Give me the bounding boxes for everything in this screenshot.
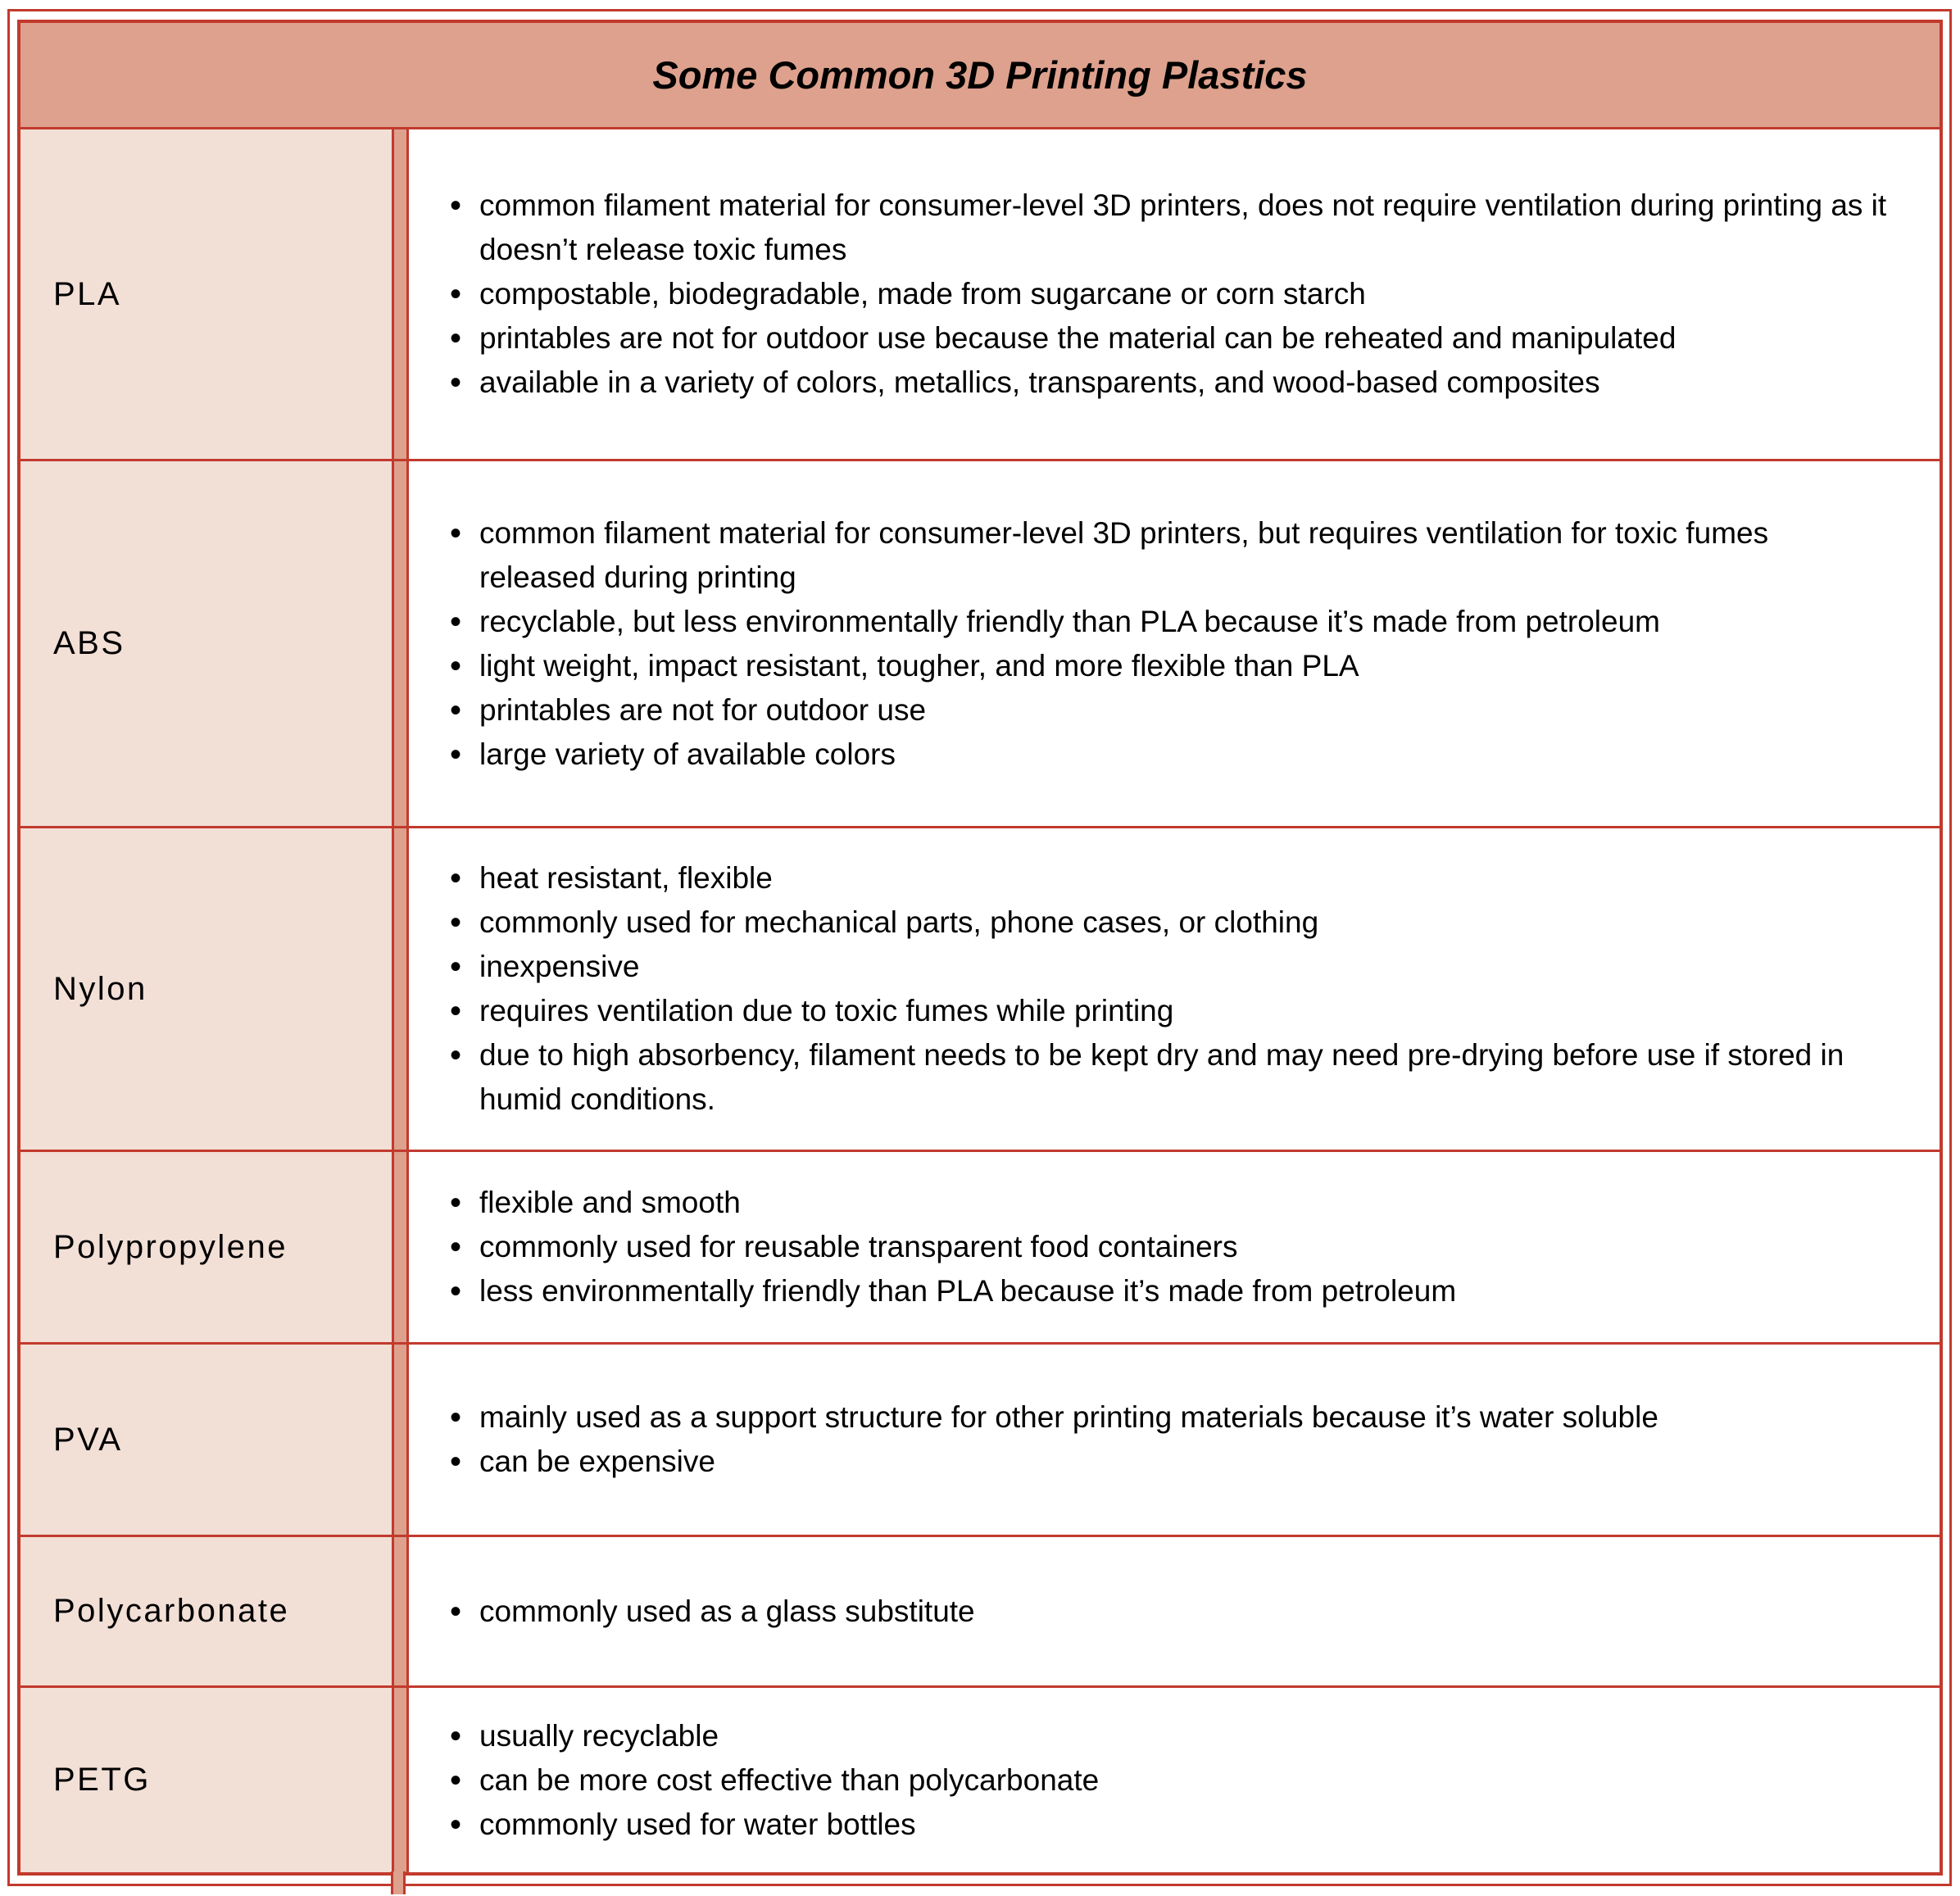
material-name: Polypropylene	[53, 1228, 288, 1265]
column-divider-tail	[391, 1871, 406, 1894]
bullet-item: • available in a variety of colors, metallics, transparents, and wood-based composites	[450, 361, 1890, 405]
bullet-item: • light weight, impact resistant, tougher, and more flexible than PLA	[450, 644, 1890, 688]
material-name-cell	[20, 1537, 394, 1685]
bullet-item: • can be expensive	[450, 1440, 1890, 1484]
material-name: Nylon	[53, 970, 147, 1007]
material-properties-cell	[409, 1152, 1940, 1342]
bullet-item: • common filament material for consumer-level 3D printers, but requires ventilation for toxic fumes released during printing	[450, 511, 1890, 600]
bullet-list	[450, 1395, 1890, 1484]
material-name-cell	[20, 1152, 394, 1342]
table-title-row	[20, 23, 1940, 127]
table-row-polycarbonate	[20, 1535, 1940, 1685]
bullet-item: • large variety of available colors	[450, 733, 1890, 777]
bullet-item: • commonly used for reusable transparent food containers	[450, 1225, 1890, 1269]
material-name-cell	[20, 1345, 394, 1535]
table-row-nylon	[20, 826, 1940, 1150]
bullet-item: • printables are not for outdoor use	[450, 688, 1890, 733]
bullet-item: • less environmentally friendly than PLA because it’s made from petroleum	[450, 1269, 1890, 1313]
bullet-list	[450, 511, 1890, 777]
bullet-item: • heat resistant, flexible	[450, 856, 1890, 900]
bullet-item: • commonly used as a glass substitute	[450, 1590, 1890, 1634]
bullet-item: • can be more cost effective than polycarbonate	[450, 1758, 1890, 1803]
bullet-list	[450, 1181, 1890, 1313]
table-row-pva	[20, 1342, 1940, 1535]
material-name: PETG	[53, 1762, 151, 1798]
material-name-cell	[20, 828, 394, 1150]
material-properties-cell	[409, 461, 1940, 826]
bullet-item: • flexible and smooth	[450, 1181, 1890, 1225]
bullet-item: • requires ventilation due to toxic fumes while printing	[450, 989, 1890, 1033]
table-title: Some Common 3D Printing Plastics	[652, 53, 1308, 97]
column-divider	[394, 1537, 409, 1685]
bullet-item: • due to high absorbency, filament needs to be kept dry and may need pre-drying before use if stored in humid conditions.	[450, 1033, 1890, 1122]
column-divider	[394, 1688, 409, 1872]
bullet-item: • commonly used for mechanical parts, phone cases, or clothing	[450, 900, 1890, 945]
bullet-list	[450, 184, 1890, 405]
material-properties-cell	[409, 129, 1940, 459]
plastics-table	[17, 20, 1943, 1876]
bullet-list	[450, 1590, 1890, 1634]
bullet-item: • printables are not for outdoor use because the material can be reheated and manipulated	[450, 316, 1890, 361]
material-name: Polycarbonate	[53, 1593, 290, 1629]
column-divider	[394, 1152, 409, 1342]
material-properties-cell	[409, 1537, 1940, 1685]
table-row-pla	[20, 127, 1940, 459]
material-properties-cell	[409, 828, 1940, 1150]
column-divider	[394, 129, 409, 459]
material-properties-cell	[409, 1688, 1940, 1872]
material-properties-cell	[409, 1345, 1940, 1535]
table-row-abs	[20, 459, 1940, 826]
bullet-item: • usually recyclable	[450, 1714, 1890, 1758]
material-name: ABS	[53, 625, 125, 661]
bullet-item: • inexpensive	[450, 945, 1890, 989]
material-name: PLA	[53, 275, 122, 312]
bullet-list	[450, 856, 1890, 1122]
material-name-cell	[20, 461, 394, 826]
bullet-item: • commonly used for water bottles	[450, 1803, 1890, 1847]
bullet-item: • recyclable, but less environmentally friendly than PLA because it’s made from petroleum	[450, 600, 1890, 644]
column-divider	[394, 461, 409, 826]
bullet-item: • common filament material for consumer-level 3D printers, does not require ventilation during printing as it doesn’t release toxic fumes	[450, 184, 1890, 272]
material-name-cell	[20, 129, 394, 459]
column-divider	[394, 1345, 409, 1535]
bullet-item: • mainly used as a support structure for other printing materials because it’s water soluble	[450, 1395, 1890, 1440]
column-divider	[394, 828, 409, 1150]
table-row-polypropylene	[20, 1150, 1940, 1342]
material-name-cell	[20, 1688, 394, 1872]
table-row-petg	[20, 1685, 1940, 1872]
bullet-item: • compostable, biodegradable, made from sugarcane or corn starch	[450, 272, 1890, 316]
material-name: PVA	[53, 1421, 123, 1458]
bullet-list	[450, 1714, 1890, 1847]
